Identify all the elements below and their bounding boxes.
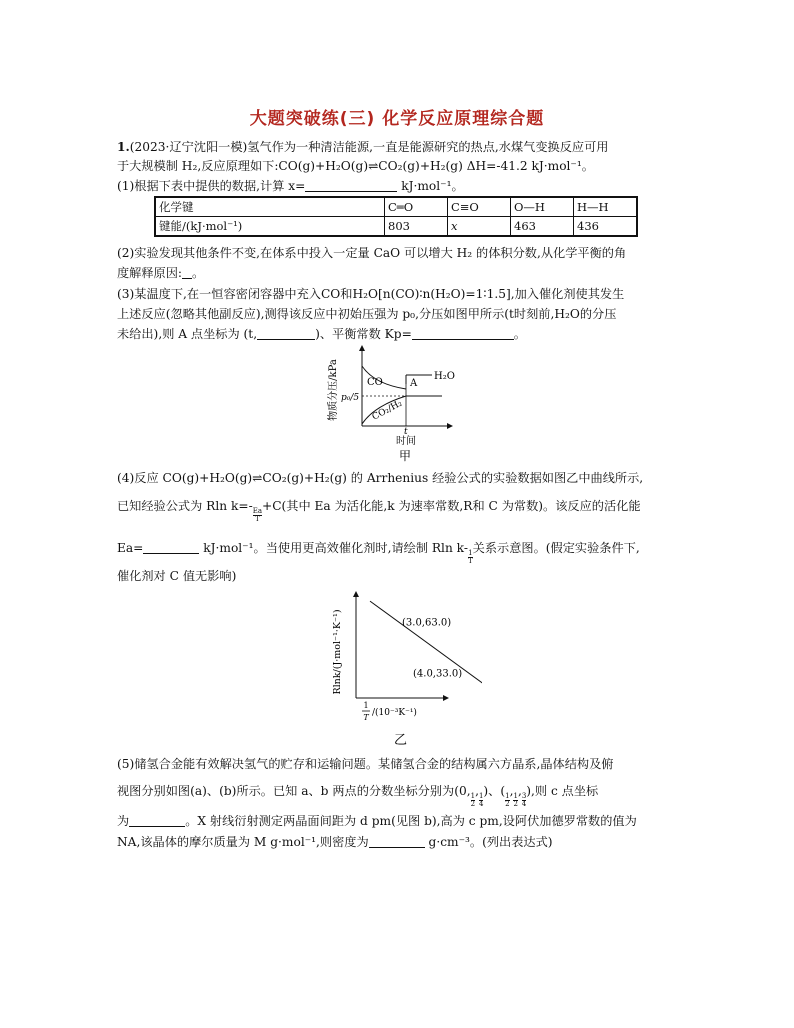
answer-blank-ea[interactable]: [143, 541, 199, 554]
chart-jia-ylabel: 物质分压/kPa: [328, 359, 339, 421]
q1-intro-line2: 于大规模制 H₂,反应原理如下:CO(g)+H₂O(g)⇌CO₂(g)+H₂(g) ΔH=-41.2 kJ·mol⁻¹。: [117, 159, 594, 173]
chart-jia-xlabel: 时间: [396, 436, 416, 447]
chart-jia-p0-tick: p₀/5: [341, 393, 360, 403]
bond-energy-table: [154, 196, 638, 237]
q1-part4-line2: 已知经验公式为 Rln k=- $\frac{Ea}{T}$ +C(其中 Ea 为活化能,k 为速率常数,R和 C 为常数)。该反应的活化能: [117, 499, 641, 523]
chart-yi: [322, 590, 482, 752]
chart-yi-xlabel: /(10⁻³K⁻¹): [372, 708, 417, 718]
q1-part3-line1: (3)某温度下,在一恒容密闭容器中充入CO和H₂O[n(CO)∶n(H₂O)=1∶1.5],加入催化剂使其发生: [117, 287, 625, 301]
page-title: 大题突破练(三) 化学反应原理综合题: [249, 109, 545, 129]
answer-blank-density[interactable]: [369, 835, 425, 848]
chart-jia-co2h2-label: CO₂/H₂: [370, 398, 404, 423]
chart-yi-xfrac-den: T: [363, 713, 369, 722]
chart-yi-data-line: [370, 601, 482, 695]
q1-part2-line2: 度解释原因: 。: [117, 266, 205, 280]
q1-part5-line2: 视图分别如图(a)、(b)所示。已知 a、b 两点的分数坐标分别为(0, $\frac{1}{2}$ , $\frac{1}{4}$ )、( $\frac{1}{2}$ , $\frac{1}{2}$ , $\frac{3}{4}$ ),则 c 点坐标: [117, 784, 599, 808]
chart-yi-point1-label: (3.0,63.0): [402, 617, 452, 629]
answer-blank-a-point[interactable]: [257, 327, 315, 340]
q1-part5-line1: (5)储氢合金能有效解决氢气的贮存和运输问题。某储氢合金的结构属六方晶系,晶体结构及俯: [117, 757, 614, 771]
q1-part2-line1: (2)实验发现其他条件不变,在体系中投入一定量 CaO 可以增大 H₂ 的体积分数,从化学平衡的角: [117, 246, 627, 260]
q1-part4-line3: Ea= kJ·mol⁻¹。当使用更高效催化剂时,请绘制 Rln k- $\frac{1}{T}$ 关系示意图。(假定实验条件下,: [117, 541, 640, 565]
answer-blank-c-point[interactable]: [129, 814, 185, 827]
chart-jia: [322, 344, 502, 464]
chart-jia-co-label: CO: [367, 377, 383, 388]
chart-jia-a-label: A: [410, 378, 418, 389]
chart-yi-ylabel: Rlnk/(J·mol⁻¹·K⁻¹): [332, 609, 343, 695]
q1-intro-line1: 1.(2023·辽宁沈阳一模)氢气作为一种清洁能源,一直是能源研究的热点,水煤气变换反应可用: [117, 140, 609, 154]
q1-part4-line1: (4)反应 CO(g)+H₂O(g)⇌CO₂(g)+H₂(g) 的 Arrhenius 经验公式的实验数据如图乙中曲线所示,: [117, 471, 644, 485]
q1-part4-line4: 催化剂对 C 值无影响): [117, 569, 237, 583]
q1-part1: (1)根据下表中提供的数据,计算 x= kJ·mol⁻¹。: [117, 179, 464, 193]
q1-part5-line4: NA,该晶体的摩尔质量为 M g·mol⁻¹,则密度为 g·cm⁻³。(列出表达式): [117, 835, 553, 849]
chart-jia-t-tick: t: [404, 427, 408, 437]
chart-yi-point2-label: (4.0,33.0): [413, 668, 463, 680]
q1-part5-line3: 为 。X 射线衍射测定两晶面间距为 d pm(见图 b),高为 c pm,设阿伏加德罗常数的值为: [117, 814, 637, 828]
answer-blank-kp[interactable]: [412, 327, 514, 340]
chart-yi-caption: 乙: [394, 733, 408, 748]
chart-jia-h2o-label: H₂O: [434, 371, 455, 382]
q1-part3-line3: 未给出),则 A 点坐标为 (t, )、平衡常数 Kp= 。: [117, 327, 526, 341]
answer-blank-reason[interactable]: [182, 266, 192, 279]
answer-blank-x[interactable]: [305, 179, 397, 192]
table-row: 键能/(kJ·mol⁻¹) 803 x 463 436: [155, 217, 637, 237]
table-row: 化学键 C═O C≡O O—H H—H: [155, 197, 637, 217]
chart-yi-xfrac-num: 1: [363, 701, 369, 710]
question-number: 1.: [117, 140, 130, 154]
chart-jia-caption: 甲: [399, 449, 412, 463]
q1-part3-line2: 上述反应(忽略其他副反应),测得该反应中初始压强为 p₀,分压如图甲所示(t时刻前,H₂O的分压: [117, 307, 617, 321]
